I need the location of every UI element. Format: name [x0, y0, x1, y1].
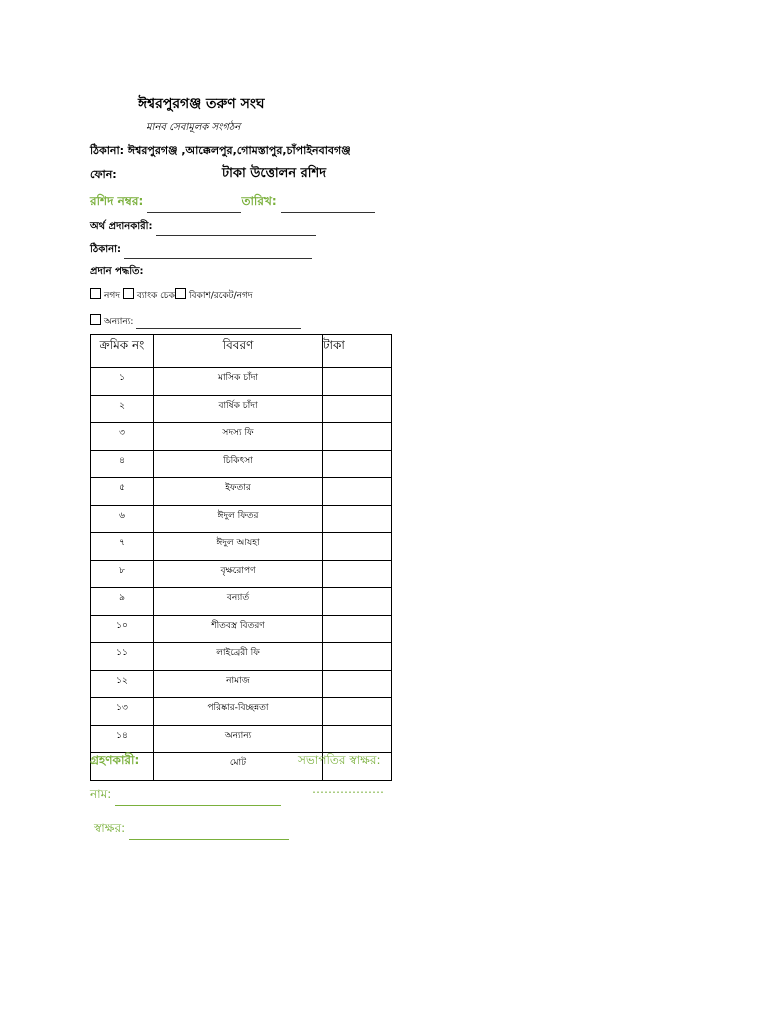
serial-cell: ১২: [91, 670, 154, 698]
serial-cell: ১: [91, 368, 154, 396]
amount-header: টাকা: [323, 335, 392, 368]
table-row: [91, 423, 392, 451]
total-label-cell: মোট: [154, 753, 323, 781]
description-cell: ঈদুল ফিতর: [154, 505, 323, 533]
description-cell: পরিষ্কার-বিচ্ছন্নতা: [154, 698, 323, 726]
description-cell: শীতবস্ত্র বিতরণ: [154, 615, 323, 643]
serial-cell: ৭: [91, 533, 154, 561]
other-field[interactable]: [136, 328, 301, 329]
serial-cell: ২: [91, 395, 154, 423]
donor-address-row: [90, 242, 312, 259]
amount-cell[interactable]: [323, 395, 392, 423]
receipt-number-label: রশিদ নম্বর:: [90, 194, 144, 208]
cheque-checkbox[interactable]: [123, 288, 134, 299]
description-cell: বৃক্ষরোপণ: [154, 560, 323, 588]
phone-label: ফোন:: [90, 168, 117, 181]
description-cell: লাইব্রেরী ফি: [154, 643, 323, 671]
serial-cell: ৮: [91, 560, 154, 588]
organization-subtitle: মানব সেবামূলক সংগঠন: [146, 122, 241, 133]
amount-cell[interactable]: [323, 560, 392, 588]
cash-checkbox[interactable]: [90, 288, 101, 299]
amount-cell[interactable]: [323, 533, 392, 561]
amount-cell[interactable]: [323, 478, 392, 506]
amount-cell[interactable]: [323, 643, 392, 671]
receiver-name-row: [90, 786, 281, 806]
date-field[interactable]: [281, 212, 375, 213]
receipt-number-row: [90, 193, 375, 213]
receiver-name-field[interactable]: [115, 805, 281, 806]
table-row: [91, 505, 392, 533]
organization-name: ঈশ্বরপুরগঞ্জ তরুণ সংঘ: [138, 96, 265, 112]
cheque-label: ব্যাংক চেক: [136, 291, 175, 301]
donor-address-field[interactable]: [124, 258, 312, 259]
description-header: বিবরণ: [154, 335, 323, 368]
amount-cell[interactable]: [323, 450, 392, 478]
description-cell: সদস্য ফি: [154, 423, 323, 451]
description-cell: নামাজ: [154, 670, 323, 698]
donor-row: [90, 219, 316, 236]
table-row: [91, 698, 392, 726]
description-cell: ঈদুল আযহা: [154, 533, 323, 561]
table-row: [91, 560, 392, 588]
table-row: [91, 395, 392, 423]
receipt-number-field[interactable]: [147, 212, 241, 213]
other-label: অন্যান্য:: [104, 317, 134, 327]
organization-address: ঠিকানা: ঈশ্বরপুরগঞ্জ ,আক্কেলপুর,গোমস্তাপুর,চাঁপাইনবাবগঞ্জ: [90, 144, 351, 157]
serial-header: ক্রমিক নং: [91, 335, 154, 368]
description-cell: বন্যার্ত: [154, 588, 323, 616]
payment-methods: [90, 288, 253, 303]
amount-cell[interactable]: [323, 423, 392, 451]
donor-label: অর্থ প্রদানকারী:: [90, 221, 153, 232]
amount-cell[interactable]: [323, 368, 392, 396]
table-row: [91, 368, 392, 396]
table-body: [91, 368, 392, 781]
receipt-title: টাকা উত্তোলন রশিদ: [222, 166, 327, 181]
payment-method-label: প্রদান পদ্ধতি:: [90, 266, 144, 277]
donor-field[interactable]: [156, 235, 316, 236]
receiver-signature-field[interactable]: [129, 839, 289, 840]
receiver-label: গ্রহণকারী:: [90, 753, 140, 767]
description-cell: চিকিৎসা: [154, 450, 323, 478]
serial-cell: ৪: [91, 450, 154, 478]
president-signature-dots: ………………: [312, 782, 384, 796]
amount-cell[interactable]: [323, 670, 392, 698]
serial-cell: ৯: [91, 588, 154, 616]
date-label: তারিখ:: [241, 194, 277, 208]
table-header-row: [91, 335, 392, 368]
other-method-row: [90, 314, 301, 329]
mobile-banking-label: বিকাশ/রকেট/নগদ: [188, 291, 253, 301]
items-table: [90, 334, 392, 781]
amount-cell[interactable]: [323, 698, 392, 726]
amount-cell[interactable]: [323, 505, 392, 533]
other-checkbox[interactable]: [90, 314, 101, 325]
receiver-signature-row: [94, 820, 289, 840]
table-row: [91, 615, 392, 643]
amount-cell[interactable]: [323, 615, 392, 643]
table-row: [91, 670, 392, 698]
serial-cell: ৫: [91, 478, 154, 506]
table-row: [91, 478, 392, 506]
table-row: [91, 643, 392, 671]
donor-address-label: ঠিকানা:: [90, 244, 121, 255]
mobile-banking-checkbox[interactable]: [175, 288, 186, 299]
table-row: [91, 450, 392, 478]
amount-cell[interactable]: [323, 588, 392, 616]
description-cell: মাসিক চাঁদা: [154, 368, 323, 396]
serial-cell: ১০: [91, 615, 154, 643]
serial-cell: ৬: [91, 505, 154, 533]
description-cell: অন্যান্য: [154, 725, 323, 753]
receiver-name-label: নাম:: [90, 787, 112, 801]
table-row: [91, 725, 392, 753]
amount-cell[interactable]: [323, 725, 392, 753]
table-row: [91, 588, 392, 616]
receiver-signature-label: স্বাক্ষর:: [94, 821, 126, 835]
description-cell: বার্ষিক চাঁদা: [154, 395, 323, 423]
president-signature-label: সভাপতির স্বাক্ষর:: [298, 753, 381, 767]
serial-cell: ৩: [91, 423, 154, 451]
serial-cell: ১১: [91, 643, 154, 671]
serial-cell: ১৩: [91, 698, 154, 726]
cash-label: নগদ: [104, 291, 120, 301]
table-row: [91, 533, 392, 561]
description-cell: ইফতার: [154, 478, 323, 506]
serial-cell: ১৪: [91, 725, 154, 753]
